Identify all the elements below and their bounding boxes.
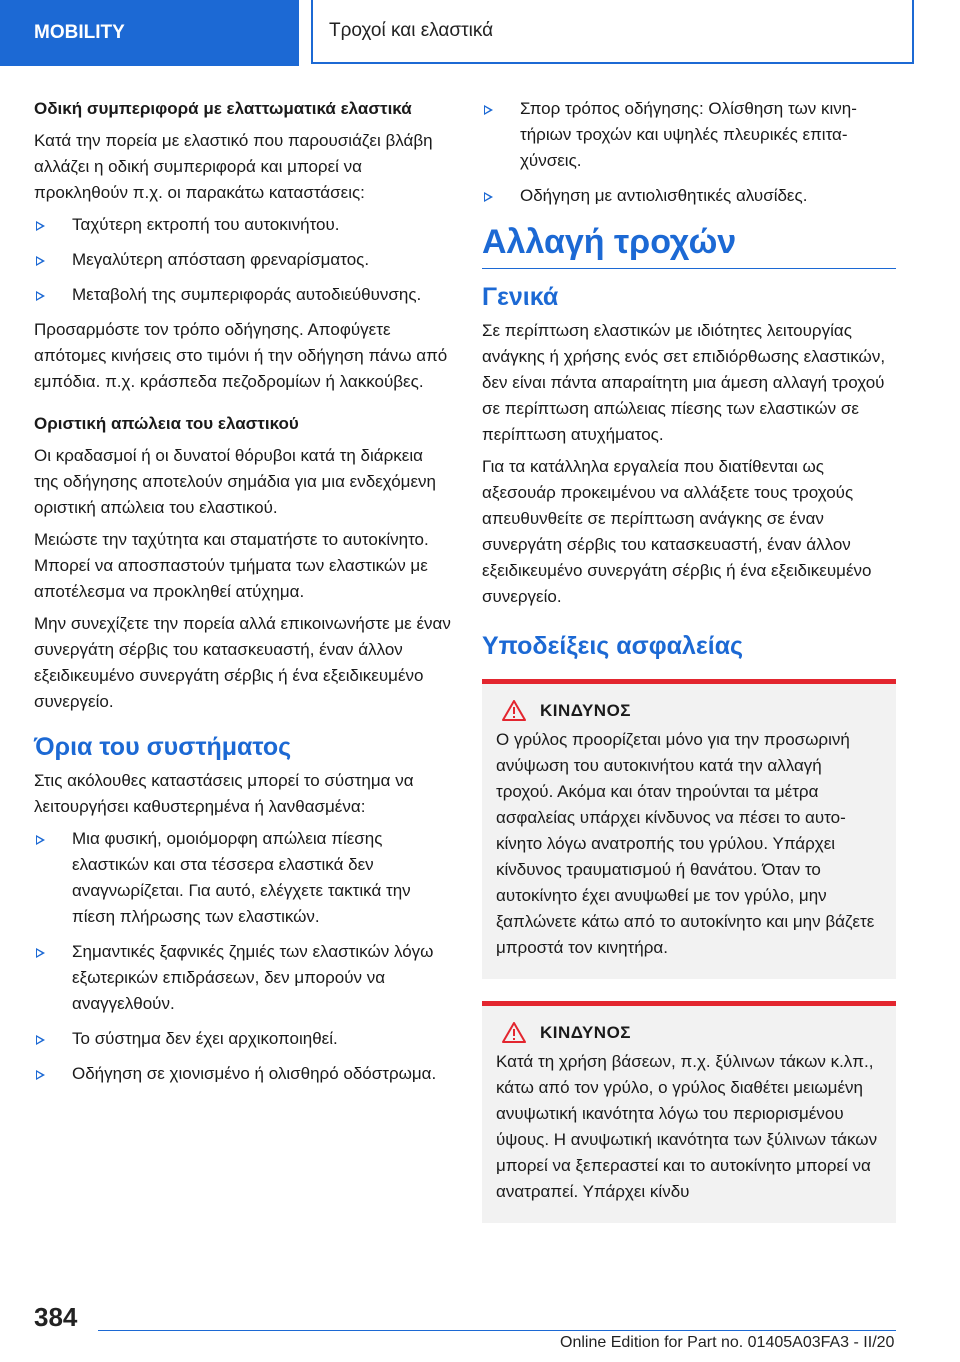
bullet-triangle-icon <box>36 1070 45 1080</box>
list-item: Μεταβολή της συμπεριφοράς αυτοδιεύθυνσης. <box>34 282 452 308</box>
section-tab: MOBILITY <box>0 0 299 66</box>
list-item: Σημαντικές ξαφνικές ζημιές των ελαστικών λόγω εξωτερικών επιδράσεων, δεν μπορούν να αναγγελθούν. <box>34 939 452 1017</box>
bullet-triangle-icon <box>36 948 45 958</box>
edition-note: Online Edition for Part no. 01405A03FA3 - II/20 <box>560 1334 895 1351</box>
bullet-list-limits-continued <box>482 96 896 209</box>
paragraph-loss-1: Οι κραδασμοί ή οι δυνατοί θόρυβοι κατά τη διάρκεια της οδήγησης αποτελούν σημάδια για μια ενδεχόμενη οριστική απώλεια του ελαστικού. <box>34 446 436 517</box>
paragraph-system-limits: Στις ακόλουθες καταστάσεις μπορεί το σύστημα να λειτουργήσει καθυστερημένα ή λανθασμένα: <box>34 771 414 816</box>
list-item: Ταχύτερη εκτροπή του αυτοκινήτου. <box>34 212 452 238</box>
left-column <box>34 96 452 1096</box>
heading-wheel-change: Αλλαγή τροχών <box>482 223 896 269</box>
chapter-title: Τροχοί και ελαστικά <box>311 0 914 64</box>
list-item: Το σύστημα δεν έχει αρχικοποιηθεί. <box>34 1026 452 1052</box>
bullet-triangle-icon <box>36 835 45 845</box>
paragraph-loss-2: Μειώστε την ταχύτητα και σταματήστε το αυτοκίνητο. Μπορεί να αποσπαστούν τμήματα των ελαστικών με αποτέλεσμα να προκληθεί ατύχημα. <box>34 530 429 601</box>
bullet-list-effects <box>34 212 452 308</box>
list-item: Οδήγηση με αντιολισθητικές αλυσίδες. <box>482 183 896 209</box>
danger-notice-2 <box>482 1001 896 1223</box>
bullet-list-limits <box>34 826 452 1087</box>
bullet-triangle-icon <box>36 291 45 301</box>
bullet-triangle-icon <box>484 192 493 202</box>
bullet-triangle-icon <box>484 105 493 115</box>
paragraph-general-1: Σε περίπτωση ελαστικών με ιδιότητες λειτουργίας ανάγκης ή χρήσης ενός σετ επιδιόρθωσης ελαστικών, δεν είναι πάντα απαραίτητη μια άμεση αλλαγή τροχού σε περίπτωση απώλειας πίεσης των ελαστικών σε περίπτωση ατυχήματος. <box>482 321 886 444</box>
list-item: Σπορ τρόπος οδήγησης: Ολίσθηση των κινητήριων τροχών και υψηλές πλευρικές επιταχύνσεις. <box>482 96 896 174</box>
danger-notice-header <box>496 700 882 721</box>
danger-notice-title: ΚΙΝΔΥΝΟΣ <box>540 700 631 720</box>
warning-triangle-icon <box>502 1022 526 1043</box>
danger-notice-1 <box>482 679 896 979</box>
paragraph-damaged-tires: Κατά την πορεία με ελαστικό που παρουσιάζει βλάβη αλλάζει η οδική συμπεριφορά και μπορεί να προκληθούν π.χ. οι παρακάτω καταστάσεις: <box>34 131 433 202</box>
heading-system-limits: Όρια του συστήματος <box>34 733 292 761</box>
right-column <box>482 96 896 1223</box>
bullet-triangle-icon <box>36 221 45 231</box>
list-item: Οδήγηση σε χιονισμένο ή ολισθηρό οδόστρωμα. <box>34 1061 452 1087</box>
paragraph-adapt-driving: Προσαρμόστε τον τρόπο οδήγησης. Αποφύγετε απότομες κινήσεις στο τιμόνι ή την οδήγηση πάνω από εμπόδια. π.χ. κράσπεδα πεζοδρομίων ή λακκούβες. <box>34 320 448 391</box>
list-item: Μια φυσική, ομοιόμορφη απώλεια πίεσης ελαστικών και στα τέσσερα ελαστικά δεν αναγνωρίζεται. Για αυτό, ελέγχετε τακτικά την πίεση πλήρωσης των ελαστικών. <box>34 826 452 930</box>
page-number: 384 <box>34 1302 78 1332</box>
subheading-tire-loss: Οριστική απώλεια του ελαστικού <box>34 414 299 433</box>
bullet-triangle-icon <box>36 256 45 266</box>
list-item: Μεγαλύτερη απόσταση φρεναρίσματος. <box>34 247 452 273</box>
page-header <box>0 0 960 66</box>
heading-safety-notes: Υποδείξεις ασφαλείας <box>482 632 744 660</box>
danger-notice-title: ΚΙΝΔΥΝΟΣ <box>540 1022 631 1042</box>
danger-notice-header <box>496 1022 882 1043</box>
bullet-triangle-icon <box>36 1035 45 1045</box>
paragraph-loss-3: Μην συνεχίζετε την πορεία αλλά επικοινωνήστε με έναν συνεργάτη σέρβις του κατασκευαστή, έναν άλλον εξειδικευμένο συνεργάτη σέρβις ή ένα εξειδικευμένο συνεργείο. <box>34 614 451 711</box>
subheading-damaged-tires: Οδική συμπεριφορά με ελαττωματικά ελαστικά <box>34 99 412 118</box>
warning-triangle-icon <box>502 700 526 721</box>
paragraph-general-2: Για τα κατάλληλα εργαλεία που διατίθενται ως αξεσουάρ προκειμένου να αλλάξετε τους τροχούς απευθυνθείτε σε περίπτωση ανάγκης σε έναν συνεργάτη σέρβις του κατασκευαστή, έναν άλλον εξειδικευμένο συνεργάτη σέρβις ή ένα εξειδικευμένο συνεργείο. <box>482 457 872 606</box>
heading-general: Γενικά <box>482 283 559 311</box>
danger-notice-text: Κατά τη χρήση βάσεων, π.χ. ξύλινων τάκων κ.λπ., κάτω από τον γρύλο, ο γρύλος διαθέτει μειωμένη ανυψωτική ικανότητα λόγω του περιορισμένου ύψους. Η ανυψωτική ικανότητα των ξύλινων τάκων μπορεί να ξεπεραστεί και το αυτοκίνητο μπορεί να ανατραπεί. Υπάρχει κίνδυ <box>496 1052 878 1201</box>
danger-notice-text: Ο γρύλος προορίζεται μόνο για την προσωρινή ανύψωση του αυτοκινήτου κατά την αλλαγή τροχού. Ακόμα και όταν τηρούνται τα μέτρα ασφαλείας υπάρχει κίνδυνος να πέσει το αυτοκίνητο λόγω ανατροπής του γρύλου. Υπάρχει κίνδυνος τραυματισμού ή θανάτου. Όταν το αυτοκίνητο έχει ανυψωθεί με τον γρύλο, μην ξαπλώνετε κάτω από το αυτοκίνητο και μην βάζετε μπροστά τον κινητήρα. <box>496 730 875 957</box>
footer-divider <box>98 1330 896 1331</box>
